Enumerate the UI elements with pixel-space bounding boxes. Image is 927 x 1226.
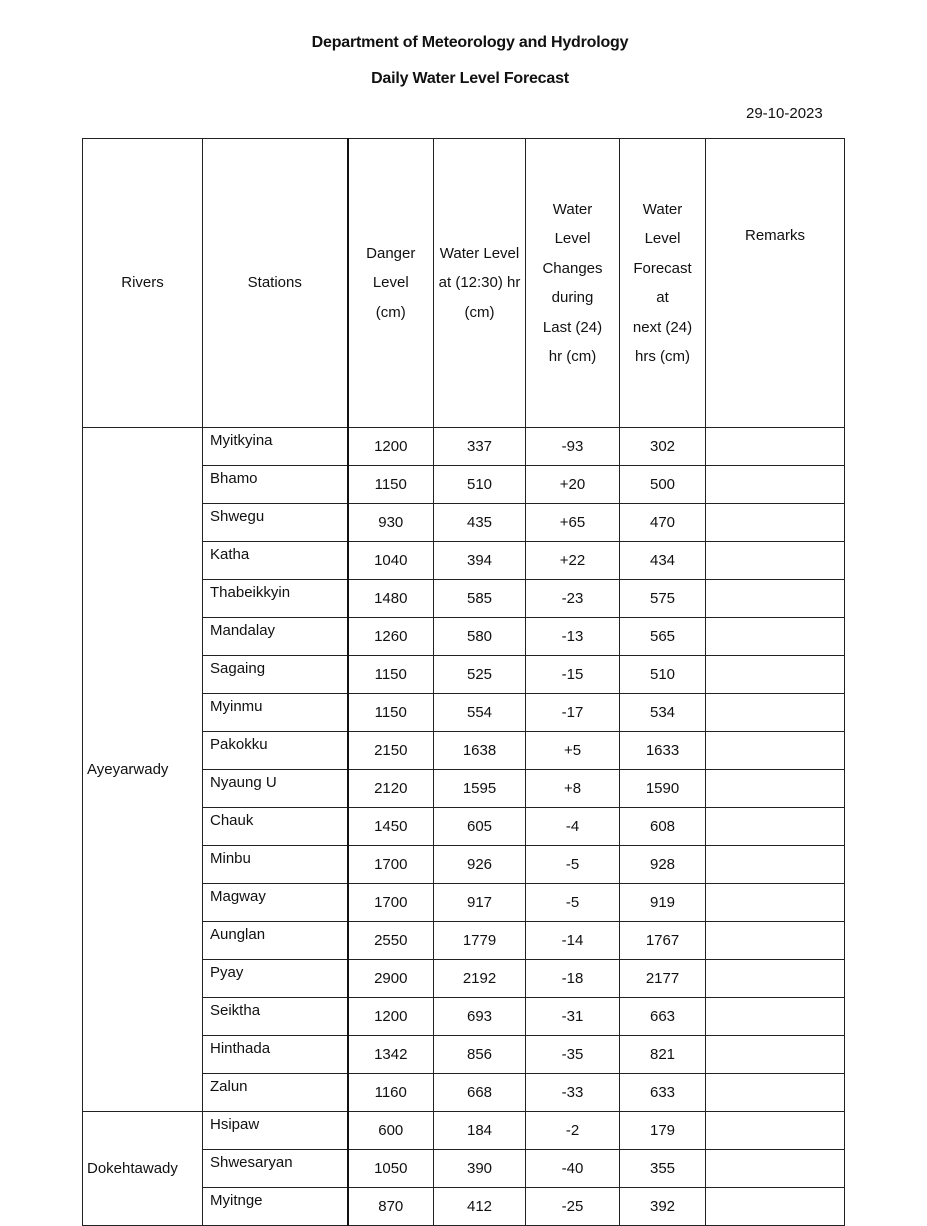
danger-level-cell: 1150: [348, 656, 434, 694]
level-change-cell: -13: [526, 618, 620, 656]
forecast-cell: 821: [620, 1036, 706, 1074]
forecast-cell: 575: [620, 580, 706, 618]
water-level-cell: 1638: [434, 732, 526, 770]
water-level-table: [82, 138, 845, 1226]
remarks-cell: [706, 656, 845, 694]
danger-level-cell: 600: [348, 1112, 434, 1150]
station-cell: Sagaing: [203, 656, 348, 694]
remarks-cell: [706, 1112, 845, 1150]
danger-level-cell: 1150: [348, 466, 434, 504]
remarks-cell: [706, 580, 845, 618]
station-cell: Shwegu: [203, 504, 348, 542]
remarks-cell: [706, 1150, 845, 1188]
document-title: Department of Meteorology and Hydrology: [311, 34, 629, 51]
water-level-cell: 525: [434, 656, 526, 694]
level-change-cell: +20: [526, 466, 620, 504]
level-change-cell: +22: [526, 542, 620, 580]
danger-level-cell: 2550: [348, 922, 434, 960]
danger-level-cell: 2120: [348, 770, 434, 808]
table-body: [83, 428, 845, 1226]
remarks-cell: [706, 922, 845, 960]
forecast-cell: 510: [620, 656, 706, 694]
level-change-cell: +5: [526, 732, 620, 770]
water-level-cell: 412: [434, 1188, 526, 1226]
danger-level-cell: 1050: [348, 1150, 434, 1188]
remarks-cell: [706, 694, 845, 732]
station-cell: Nyaung U: [203, 770, 348, 808]
water-level-cell: 926: [434, 846, 526, 884]
station-cell: Pakokku: [203, 732, 348, 770]
remarks-cell: [706, 1074, 845, 1112]
danger-level-cell: 1200: [348, 428, 434, 466]
table-row: [83, 428, 845, 466]
remarks-cell: [706, 428, 845, 466]
station-cell: Hinthada: [203, 1036, 348, 1074]
station-cell: Thabeikkyin: [203, 580, 348, 618]
level-change-cell: +8: [526, 770, 620, 808]
forecast-cell: 1633: [620, 732, 706, 770]
water-level-cell: 856: [434, 1036, 526, 1074]
water-level-cell: 580: [434, 618, 526, 656]
station-cell: Zalun: [203, 1074, 348, 1112]
danger-level-cell: 1150: [348, 694, 434, 732]
remarks-cell: [706, 732, 845, 770]
station-cell: Myitkyina: [203, 428, 348, 466]
table-header-row: [83, 139, 845, 428]
danger-level-cell: 2900: [348, 960, 434, 998]
forecast-cell: 534: [620, 694, 706, 732]
forecast-cell: 302: [620, 428, 706, 466]
document-subtitle: Daily Water Level Forecast: [371, 70, 569, 87]
forecast-cell: 1767: [620, 922, 706, 960]
remarks-cell: [706, 504, 845, 542]
remarks-cell: [706, 466, 845, 504]
water-level-cell: 605: [434, 808, 526, 846]
water-level-cell: 1779: [434, 922, 526, 960]
forecast-cell: 608: [620, 808, 706, 846]
danger-level-cell: 1260: [348, 618, 434, 656]
danger-level-cell: 1480: [348, 580, 434, 618]
level-change-cell: -33: [526, 1074, 620, 1112]
river-cell: Ayeyarwady: [83, 428, 203, 1112]
station-cell: Bhamo: [203, 466, 348, 504]
forecast-cell: 633: [620, 1074, 706, 1112]
station-cell: Mandalay: [203, 618, 348, 656]
header-level-forecast: Water Level Forecast at next (24) hrs (cm): [620, 139, 706, 428]
forecast-cell: 663: [620, 998, 706, 1036]
remarks-cell: [706, 618, 845, 656]
station-cell: Hsipaw: [203, 1112, 348, 1150]
table-row: [83, 1112, 845, 1150]
remarks-cell: [706, 884, 845, 922]
water-level-cell: 1595: [434, 770, 526, 808]
level-change-cell: -2: [526, 1112, 620, 1150]
danger-level-cell: 2150: [348, 732, 434, 770]
water-level-cell: 337: [434, 428, 526, 466]
forecast-cell: 565: [620, 618, 706, 656]
water-level-cell: 184: [434, 1112, 526, 1150]
forecast-cell: 355: [620, 1150, 706, 1188]
danger-level-cell: 1450: [348, 808, 434, 846]
level-change-cell: -25: [526, 1188, 620, 1226]
level-change-cell: -17: [526, 694, 620, 732]
remarks-cell: [706, 960, 845, 998]
station-cell: Shwesaryan: [203, 1150, 348, 1188]
level-change-cell: -40: [526, 1150, 620, 1188]
station-cell: Magway: [203, 884, 348, 922]
station-cell: Pyay: [203, 960, 348, 998]
station-cell: Chauk: [203, 808, 348, 846]
level-change-cell: -23: [526, 580, 620, 618]
station-cell: Myitnge: [203, 1188, 348, 1226]
level-change-cell: -35: [526, 1036, 620, 1074]
river-cell: Dokehtawady: [83, 1112, 203, 1226]
header-stations: Stations: [203, 139, 348, 428]
level-change-cell: -18: [526, 960, 620, 998]
remarks-cell: [706, 1036, 845, 1074]
remarks-cell: [706, 808, 845, 846]
station-cell: Katha: [203, 542, 348, 580]
water-level-cell: 693: [434, 998, 526, 1036]
danger-level-cell: 1040: [348, 542, 434, 580]
danger-level-cell: 1160: [348, 1074, 434, 1112]
forecast-cell: 500: [620, 466, 706, 504]
forecast-cell: 179: [620, 1112, 706, 1150]
danger-level-cell: 870: [348, 1188, 434, 1226]
level-change-cell: +65: [526, 504, 620, 542]
level-change-cell: -5: [526, 846, 620, 884]
remarks-cell: [706, 846, 845, 884]
forecast-cell: 928: [620, 846, 706, 884]
danger-level-cell: 1342: [348, 1036, 434, 1074]
station-cell: Minbu: [203, 846, 348, 884]
forecast-cell: 919: [620, 884, 706, 922]
forecast-cell: 470: [620, 504, 706, 542]
station-cell: Myinmu: [203, 694, 348, 732]
water-level-cell: 2192: [434, 960, 526, 998]
remarks-cell: [706, 1188, 845, 1226]
water-level-cell: 554: [434, 694, 526, 732]
station-cell: Aunglan: [203, 922, 348, 960]
water-level-cell: 435: [434, 504, 526, 542]
remarks-cell: [706, 998, 845, 1036]
remarks-cell: [706, 542, 845, 580]
header-water-level: Water Level at (12:30) hr (cm): [434, 139, 526, 428]
forecast-cell: 1590: [620, 770, 706, 808]
water-level-cell: 668: [434, 1074, 526, 1112]
level-change-cell: -93: [526, 428, 620, 466]
forecast-cell: 392: [620, 1188, 706, 1226]
water-level-cell: 917: [434, 884, 526, 922]
remarks-cell: [706, 770, 845, 808]
header-danger-level: Danger Level (cm): [348, 139, 434, 428]
forecast-cell: 2177: [620, 960, 706, 998]
level-change-cell: -5: [526, 884, 620, 922]
danger-level-cell: 1700: [348, 884, 434, 922]
header-remarks: Remarks: [706, 139, 845, 428]
header-rivers: Rivers: [83, 139, 203, 428]
danger-level-cell: 1200: [348, 998, 434, 1036]
level-change-cell: -4: [526, 808, 620, 846]
station-cell: Seiktha: [203, 998, 348, 1036]
water-level-cell: 390: [434, 1150, 526, 1188]
header-level-changes: Water Level Changes during Last (24) hr (cm): [526, 139, 620, 428]
water-level-cell: 585: [434, 580, 526, 618]
level-change-cell: -14: [526, 922, 620, 960]
level-change-cell: -31: [526, 998, 620, 1036]
level-change-cell: -15: [526, 656, 620, 694]
water-level-cell: 510: [434, 466, 526, 504]
danger-level-cell: 1700: [348, 846, 434, 884]
danger-level-cell: 930: [348, 504, 434, 542]
report-date: 29-10-2023: [746, 105, 823, 122]
water-level-cell: 394: [434, 542, 526, 580]
forecast-cell: 434: [620, 542, 706, 580]
